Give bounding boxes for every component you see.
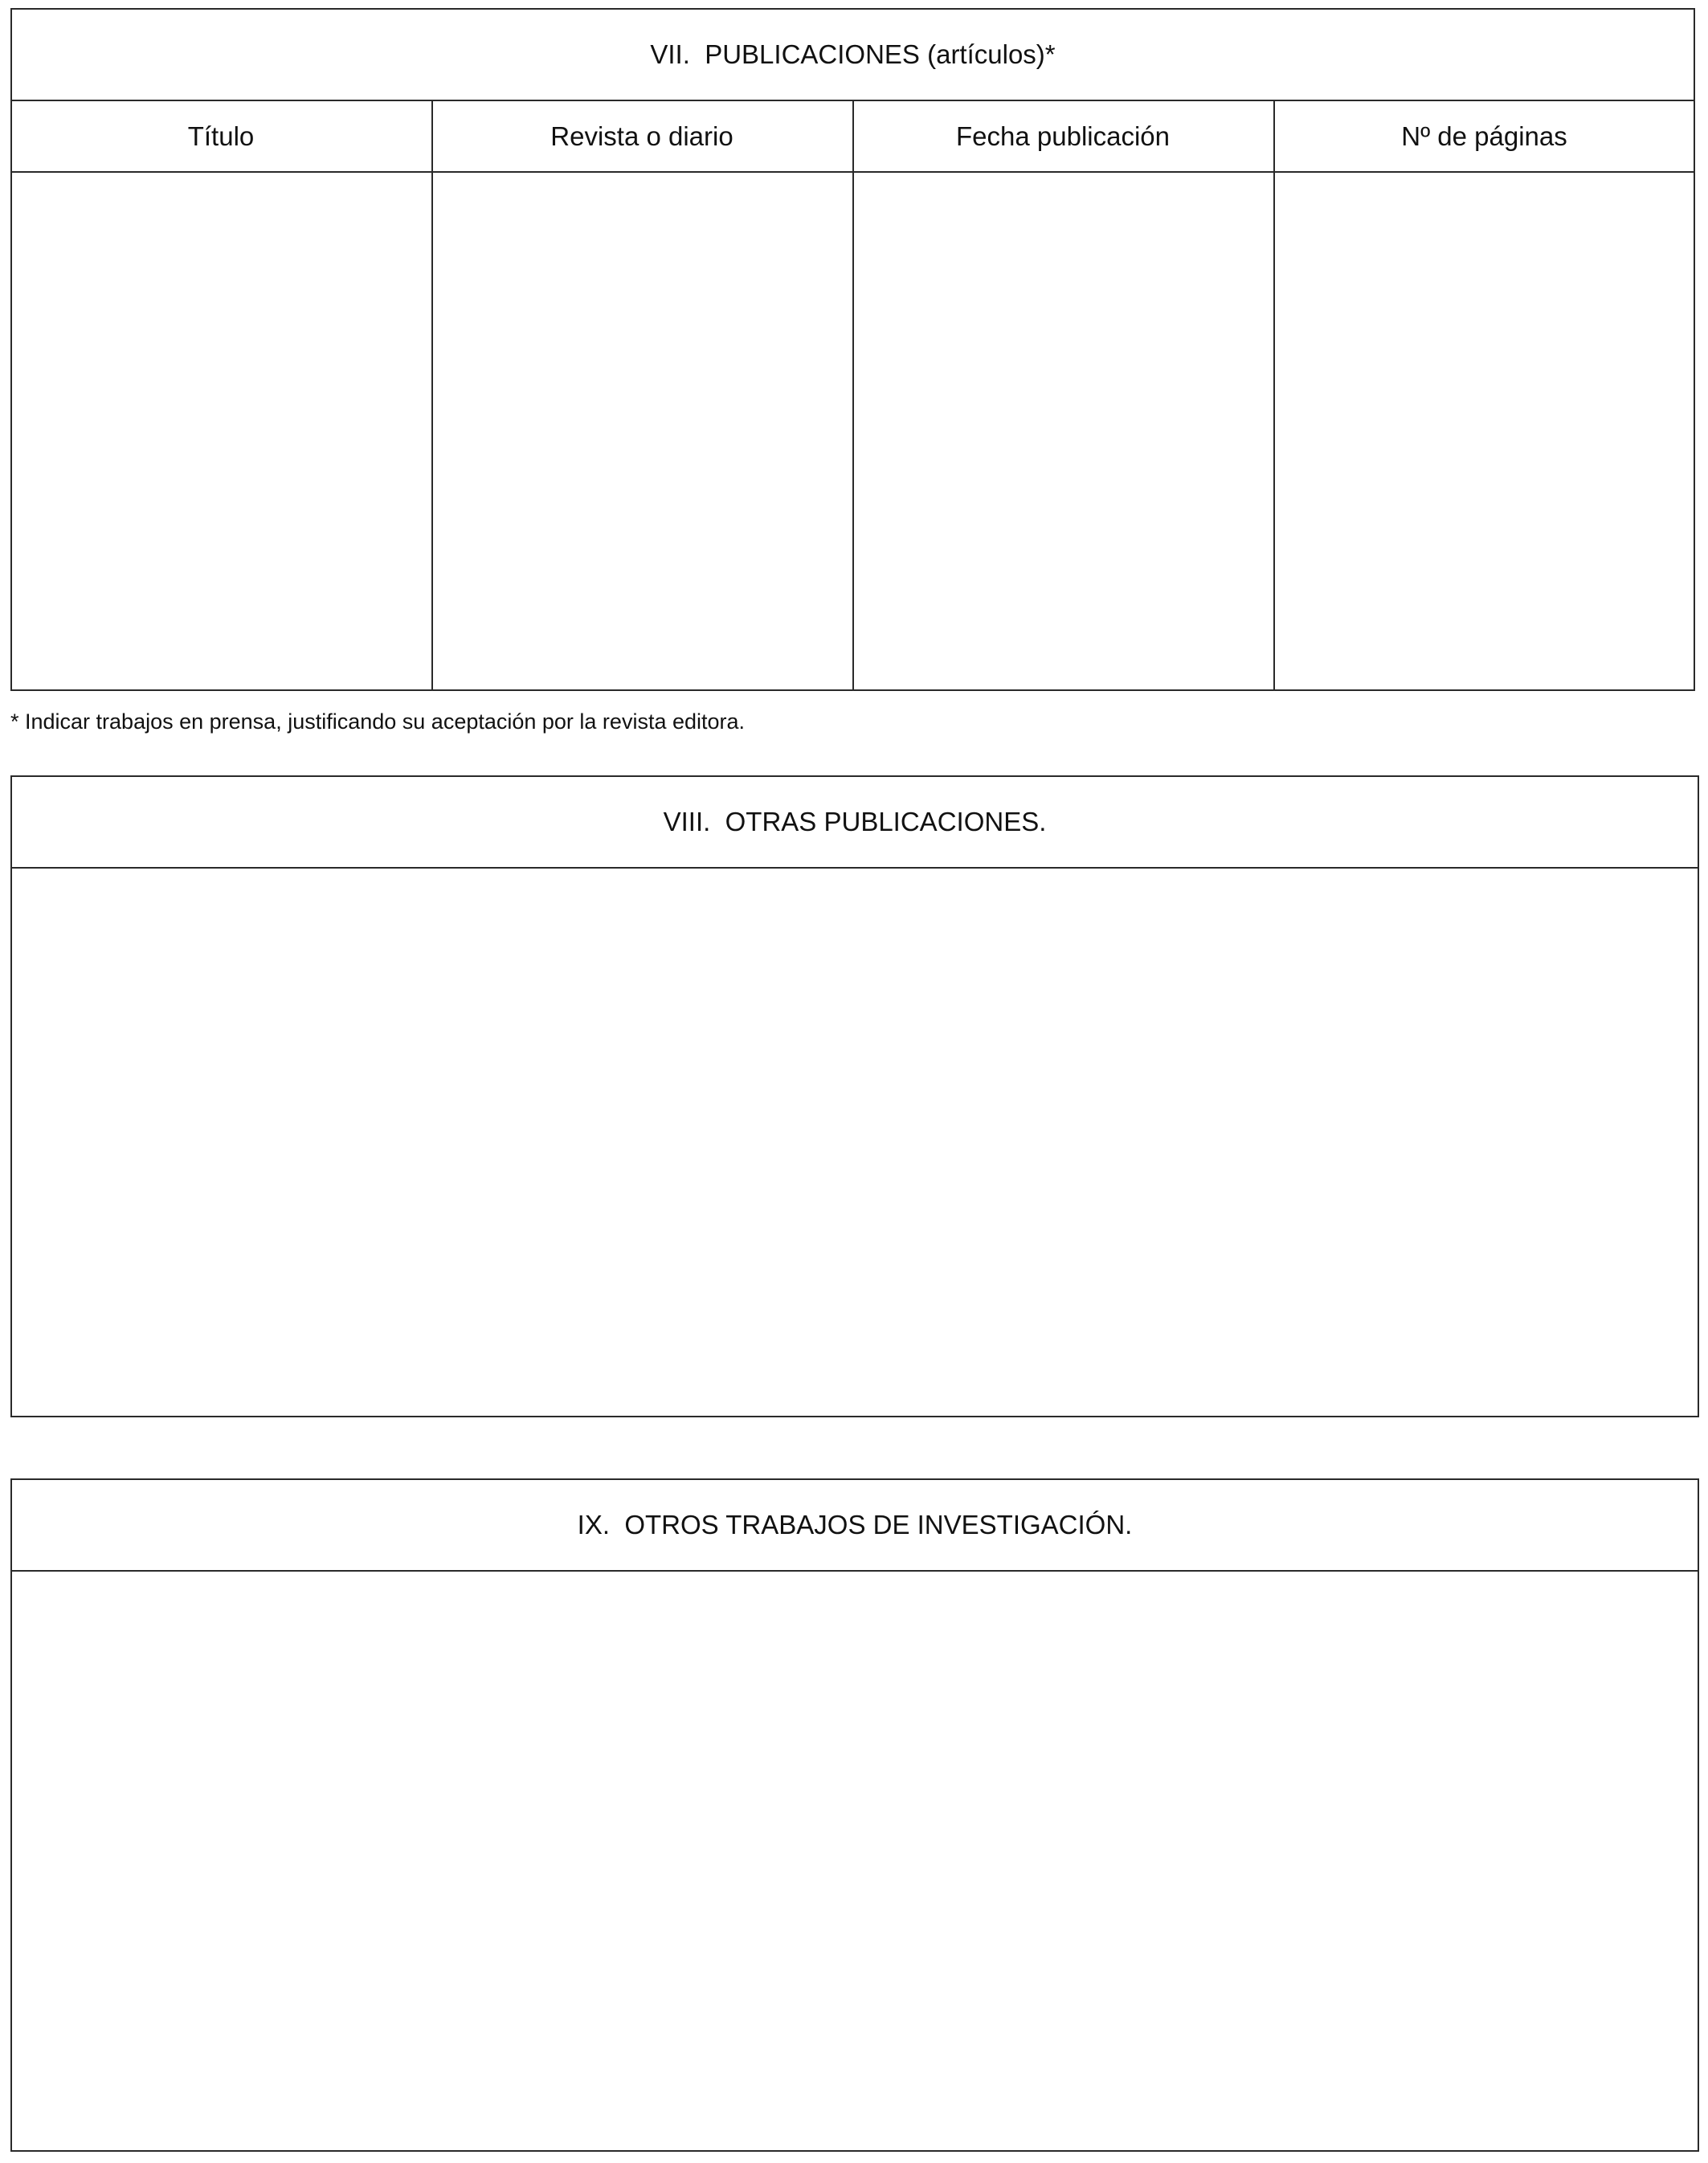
cell-fecha-input[interactable] [854, 173, 1272, 689]
footnote: * Indicar trabajos en prensa, justificando su aceptación por la revista editora. [10, 709, 746, 734]
otros-trabajos-content[interactable] [12, 1572, 1698, 2150]
cell-paginas-input[interactable] [1275, 173, 1694, 689]
section-vii-title: VII. PUBLICACIONES (artículos)* [650, 39, 1056, 69]
section-ix-title: IX. OTROS TRABAJOS DE INVESTIGACIÓN. [577, 1510, 1133, 1539]
column-header-revista: Revista o diario [550, 121, 733, 151]
section-viii-title: VIII. OTRAS PUBLICACIONES. [663, 807, 1047, 836]
column-header-paginas: Nº de páginas [1401, 121, 1567, 151]
cell-revista-input[interactable] [433, 173, 851, 689]
column-header-fecha: Fecha publicación [956, 121, 1170, 151]
cell-titulo-input[interactable] [12, 173, 430, 689]
otras-publicaciones-content[interactable] [12, 869, 1698, 1416]
column-header-titulo: Título [187, 121, 255, 151]
